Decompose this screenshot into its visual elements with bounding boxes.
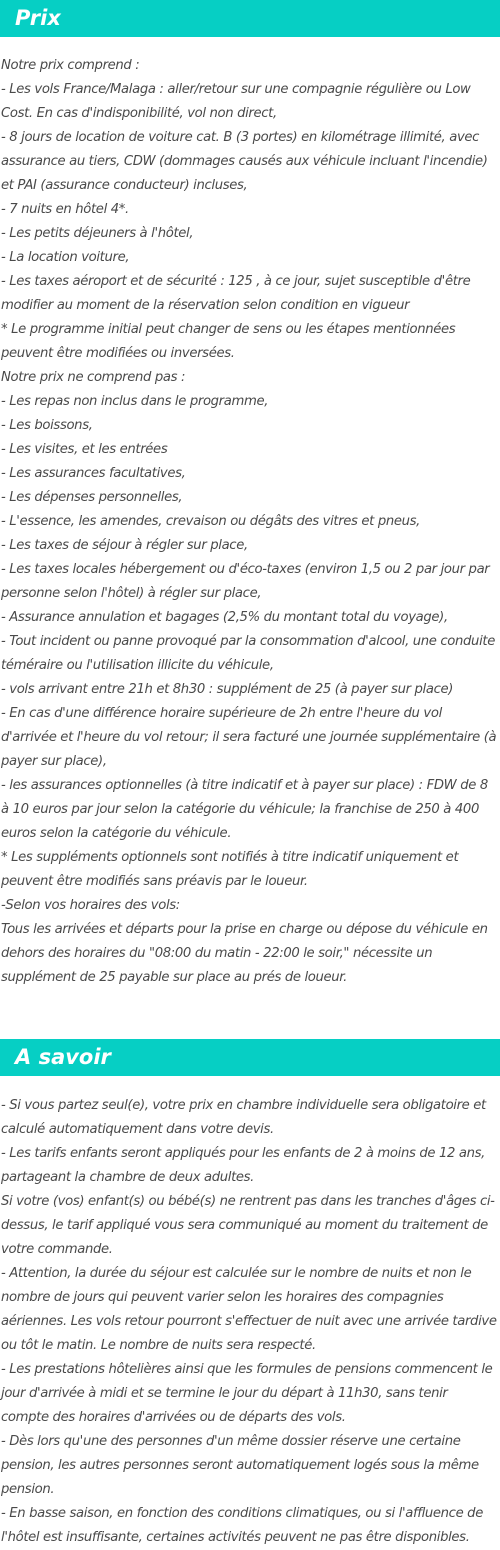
detail-line: - Les assurances facultatives,	[1, 466, 186, 481]
detail-line: - Les taxes aéroport et de sécurité : 125 , à ce jour, sujet susceptible d'être modifier au moment de la réservation selon condition en vigueur	[1, 274, 471, 313]
detail-line: - En basse saison, en fonction des conditions climatiques, ou si l'affluence de l'hôtel est insuffisante, certaines activités peuvent ne pas être disponibles.	[1, 1506, 483, 1545]
detail-line: - Les visites, et les entrées	[1, 442, 168, 457]
detail-line: Notre prix ne comprend pas :	[1, 370, 186, 385]
detail-line: - En cas d'une différence horaire supérieure de 2h entre l'heure du vol d'arrivée et l'heure du vol retour; il sera facturé une journée supplémentaire (à payer sur place),	[1, 706, 497, 769]
detail-line: - La location voiture,	[1, 250, 130, 265]
detail-line: - Les vols France/Malaga : aller/retour sur une compagnie régulière ou Low Cost. En cas d'indisponibilité, vol non direct,	[1, 82, 471, 121]
detail-line: Notre prix comprend :	[1, 58, 140, 73]
detail-line: - Les tarifs enfants seront appliqués pour les enfants de 2 à moins de 12 ans, partageant la chambre de deux adultes.	[1, 1146, 485, 1185]
detail-line: - Les repas non inclus dans le programme,	[1, 394, 269, 409]
detail-line: - Les taxes de séjour à régler sur place,	[1, 538, 248, 553]
detail-line: - Les taxes locales hébergement ou d'éco-taxes (environ 1,5 ou 2 par jour par personne selon l'hôtel) à régler sur place,	[1, 562, 490, 601]
detail-line: - Assurance annulation et bagages (2,5% du montant total du voyage),	[1, 610, 448, 625]
detail-line: - Les prestations hôtelières ainsi que les formules de pensions commencent le jour d'arrivée à midi et se termine le jour du départ à 11h30, sans tenir compte des horaires d'arrivées ou de départs des vols.	[1, 1362, 493, 1425]
detail-line: - Les dépenses personnelles,	[1, 490, 183, 505]
detail-line: - les assurances optionnelles (à titre indicatif et à payer sur place) : FDW de 8 à 10 euros par jour selon la catégorie du véhicule; la franchise de 250 à 400 euros selon la catégorie du véhicule.	[1, 778, 488, 841]
a-savoir-details-list	[1, 1094, 499, 1550]
detail-line: - L'essence, les amendes, crevaison ou dégâts des vitres et pneus,	[1, 514, 421, 529]
detail-line: - vols arrivant entre 21h et 8h30 : supplément de 25 (à payer sur place)	[1, 682, 454, 697]
section-header-prix: Prix	[0, 0, 500, 37]
detail-line: - 8 jours de location de voiture cat. B (3 portes) en kilométrage illimité, avec assurance au tiers, CDW (dommages causés aux véhicule incluant l'incendie) et PAI (assurance conducteur) incluses,	[1, 130, 488, 193]
prix-details-list	[1, 54, 499, 990]
detail-line: - Tout incident ou panne provoqué par la consommation d'alcool, une conduite téméraire ou l'utilisation illicite du véhicule,	[1, 634, 495, 673]
detail-line: - Attention, la durée du séjour est calculée sur le nombre de nuits et non le nombre de jours qui peuvent varier selon les horaires des compagnies aériennes. Les vols retour pourront s'effectuer de nuit avec une arrivée tardive ou tôt le matin. Le nombre de nuits sera respecté.	[1, 1266, 497, 1353]
detail-line: - Les petits déjeuners à l'hôtel,	[1, 226, 194, 241]
detail-line: Si votre (vos) enfant(s) ou bébé(s) ne rentrent pas dans les tranches d'âges ci-dessus, le tarif appliqué vous sera communiqué au moment du traitement de votre commande.	[1, 1194, 495, 1257]
detail-line: - Les boissons,	[1, 418, 93, 433]
section-header-a-savoir: A savoir	[0, 1039, 500, 1076]
detail-line: Tous les arrivées et départs pour la prise en charge ou dépose du véhicule en dehors des horaires du "08:00 du matin - 22:00 le soir," nécessite un supplément de 25 payable sur place au prés de loueur.	[1, 922, 488, 985]
detail-line: - Si vous partez seul(e), votre prix en chambre individuelle sera obligatoire et calculé automatiquement dans votre devis.	[1, 1098, 486, 1137]
detail-line: - 7 nuits en hôtel 4*.	[1, 202, 129, 217]
detail-line: * Le programme initial peut changer de sens ou les étapes mentionnées peuvent être modifiées ou inversées.	[1, 322, 456, 361]
detail-line: -Selon vos horaires des vols:	[1, 898, 180, 913]
detail-line: - Dès lors qu'une des personnes d'un même dossier réserve une certaine pension, les autres personnes seront automatiquement logés sous la même pension.	[1, 1434, 479, 1497]
detail-line: * Les suppléments optionnels sont notifiés à titre indicatif uniquement et peuvent être modifiés sans préavis par le loueur.	[1, 850, 459, 889]
